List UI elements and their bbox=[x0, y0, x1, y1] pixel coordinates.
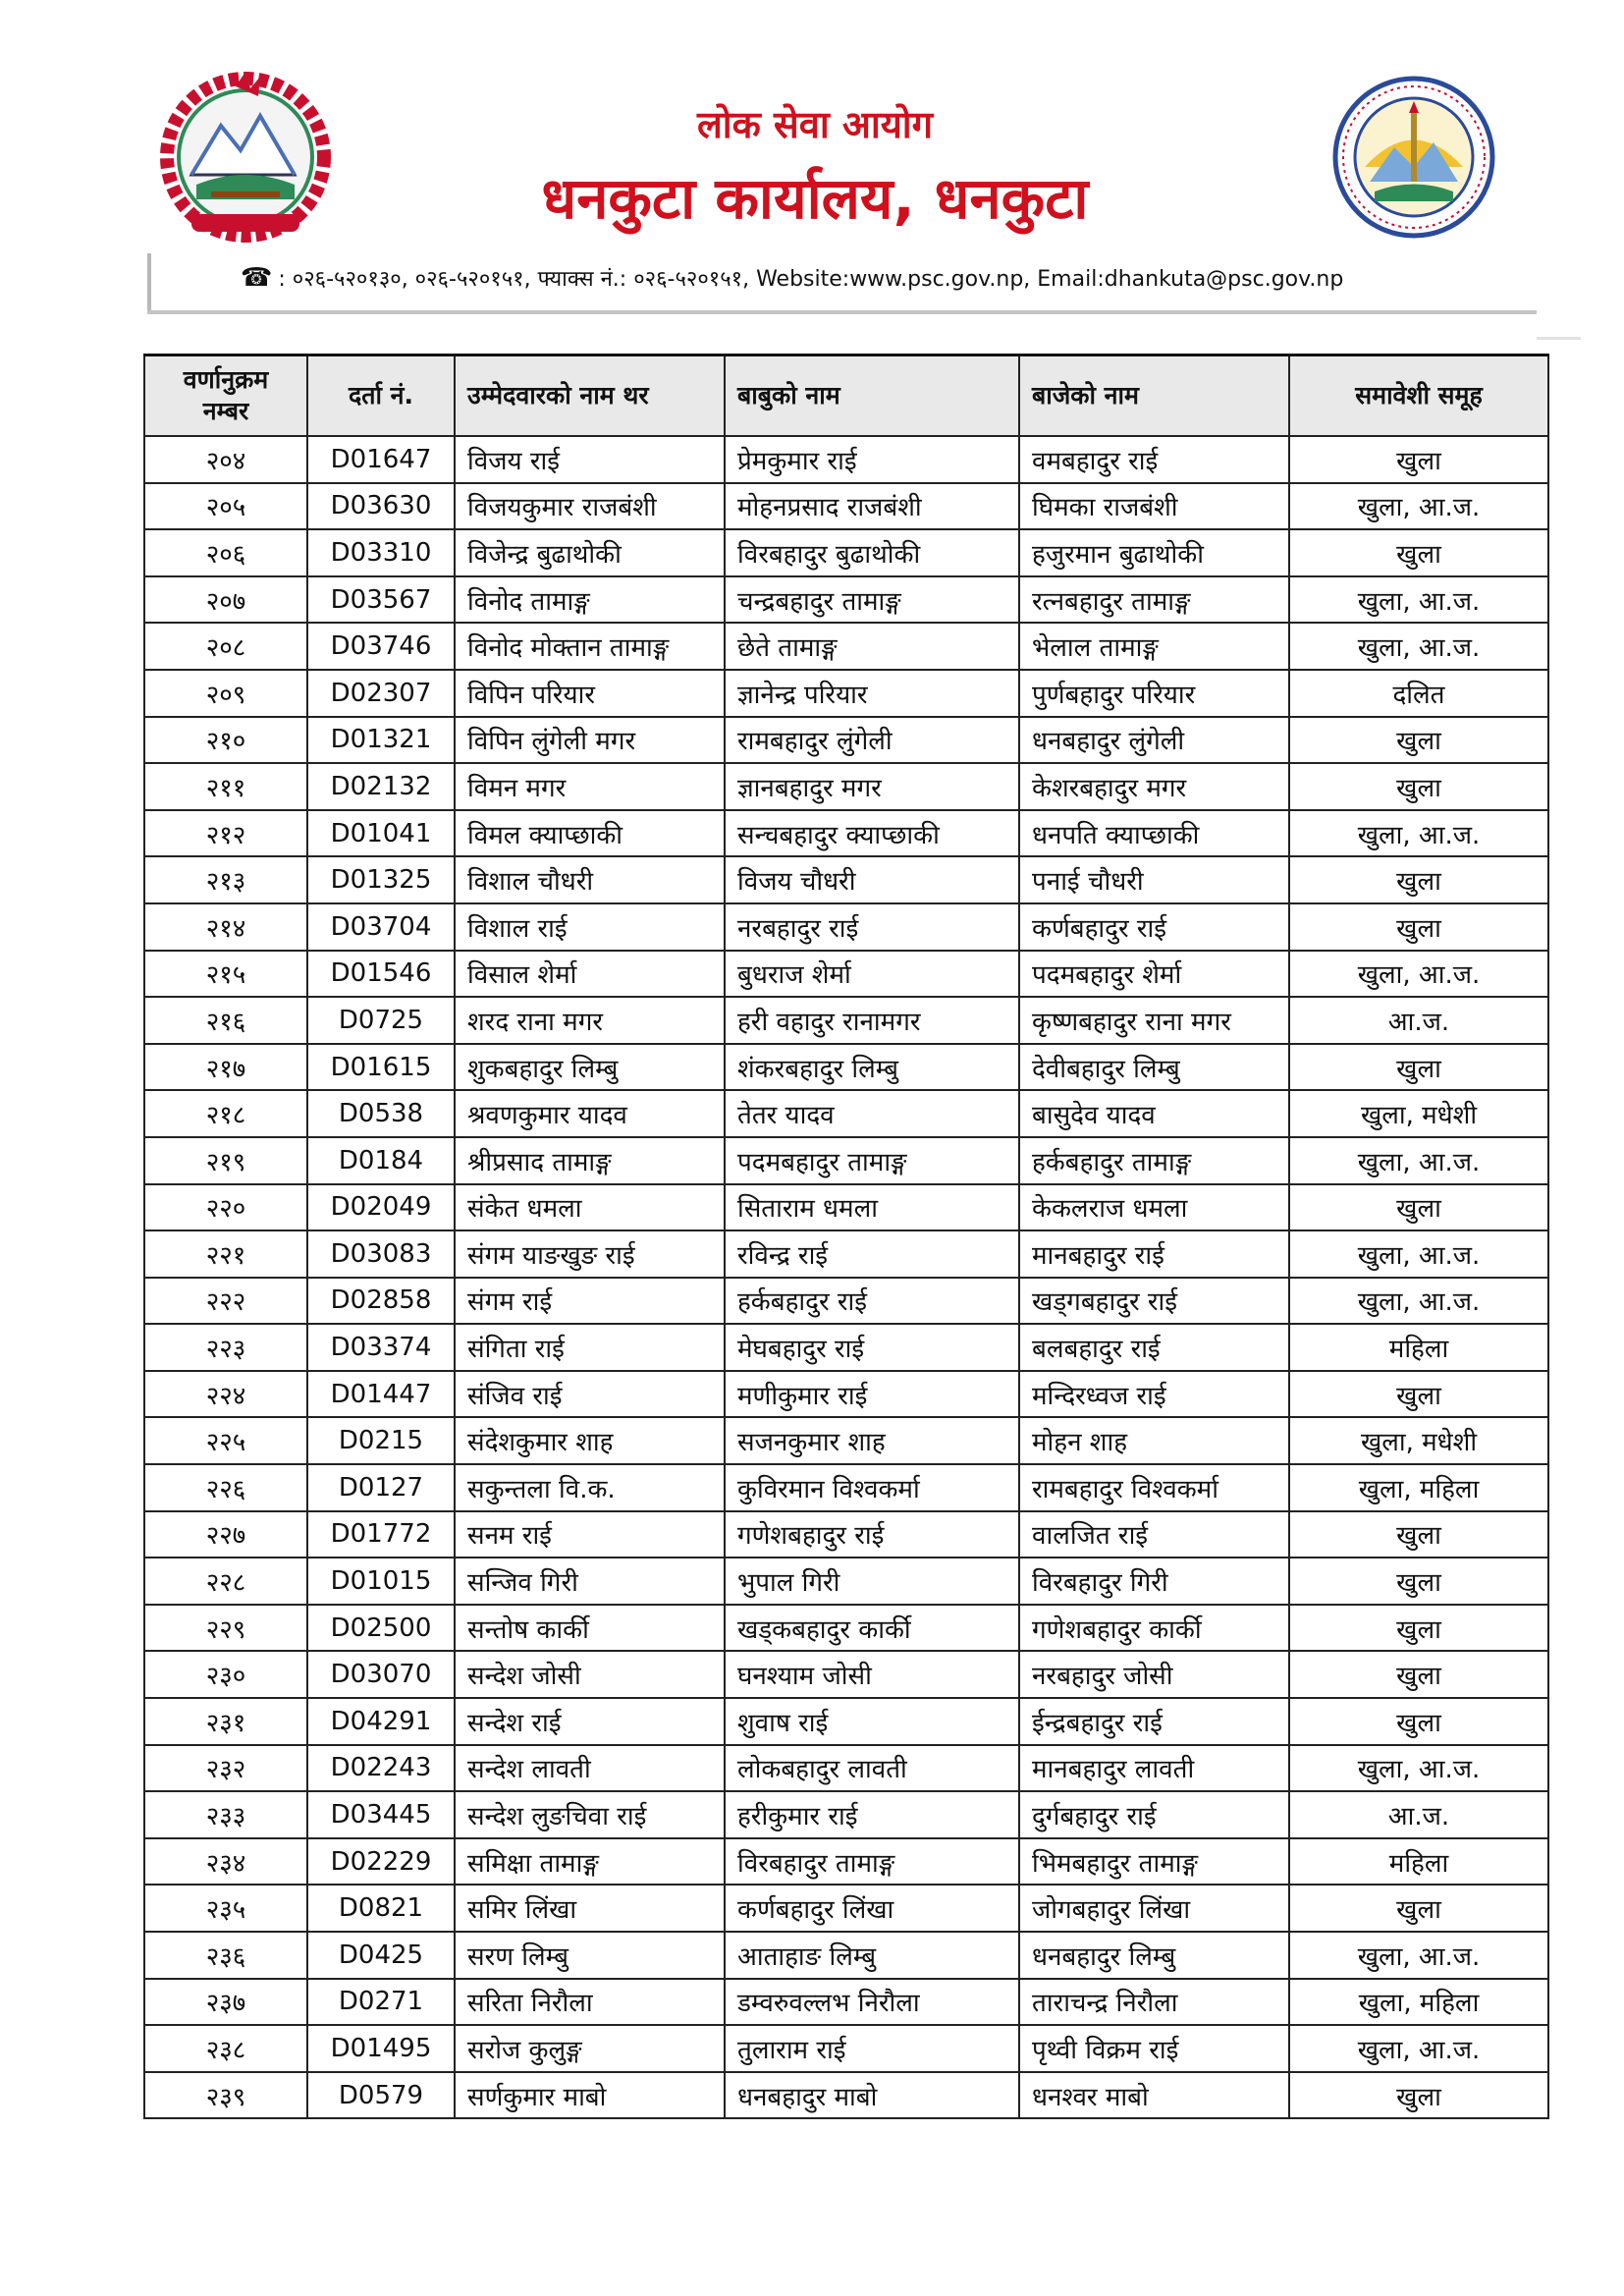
serial-number-cell: २०९ bbox=[144, 670, 307, 717]
registration-number-cell: D02500 bbox=[307, 1605, 455, 1652]
candidate-name-cell: सन्देश लावती bbox=[455, 1745, 725, 1792]
candidate-name-cell: सन्तोष कार्की bbox=[455, 1605, 725, 1652]
father-name-cell: विजय चौधरी bbox=[725, 856, 1019, 903]
grandfather-name-cell: केकलराज धमला bbox=[1019, 1184, 1289, 1231]
table-row bbox=[144, 717, 1548, 764]
candidate-name-cell: सन्देश लुङचिवा राई bbox=[455, 1791, 725, 1838]
father-name-cell: हरीकुमार राई bbox=[725, 1791, 1019, 1838]
serial-number-cell: २१६ bbox=[144, 997, 307, 1044]
serial-number-cell: २२६ bbox=[144, 1464, 307, 1511]
col-father-name: बाबुको नाम bbox=[725, 355, 1019, 437]
registration-number-cell: D01447 bbox=[307, 1371, 455, 1418]
grandfather-name-cell: भिमबहादुर तामाङ्ग bbox=[1019, 1838, 1289, 1886]
father-name-cell: शंकरबहादुर लिम्बु bbox=[725, 1044, 1019, 1091]
grandfather-name-cell: भेलाल तामाङ्ग bbox=[1019, 623, 1289, 670]
registration-number-cell: D03567 bbox=[307, 576, 455, 624]
father-name-cell: तुलाराम राई bbox=[725, 2025, 1019, 2072]
grandfather-name-cell: धनश्वर माबो bbox=[1019, 2072, 1289, 2119]
table-body bbox=[144, 436, 1548, 2118]
grandfather-name-cell: वालजित राई bbox=[1019, 1511, 1289, 1558]
grandfather-name-cell: कर्णबहादुर राई bbox=[1019, 903, 1289, 951]
col-candidate-name: उम्मेदवारको नाम थर bbox=[455, 355, 725, 437]
serial-number-cell: २२७ bbox=[144, 1511, 307, 1558]
table-row bbox=[144, 1090, 1548, 1137]
serial-number-cell: २१३ bbox=[144, 856, 307, 903]
serial-number-cell: २२८ bbox=[144, 1558, 307, 1605]
father-name-cell: गणेशबहादुर राई bbox=[725, 1511, 1019, 1558]
father-name-cell: धनबहादुर माबो bbox=[725, 2072, 1019, 2119]
header-divider-tail bbox=[1537, 337, 1581, 340]
father-name-cell: डम्वरुवल्लभ निरौला bbox=[725, 1979, 1019, 2026]
inclusion-group-cell: खुला bbox=[1289, 1885, 1548, 1932]
inclusion-group-cell: खुला, आ.ज. bbox=[1289, 1745, 1548, 1792]
grandfather-name-cell: मन्दिरध्वज राई bbox=[1019, 1371, 1289, 1418]
serial-number-cell: २१५ bbox=[144, 951, 307, 998]
registration-number-cell: D0821 bbox=[307, 1885, 455, 1932]
father-name-cell: लोकबहादुर लावती bbox=[725, 1745, 1019, 1792]
candidate-name-cell: विशाल राई bbox=[455, 903, 725, 951]
inclusion-group-cell: खुला, आ.ज. bbox=[1289, 1230, 1548, 1278]
father-name-cell: मणीकुमार राई bbox=[725, 1371, 1019, 1418]
candidate-name-cell: सकुन्तला वि.क. bbox=[455, 1464, 725, 1511]
inclusion-group-cell: खुला bbox=[1289, 1605, 1548, 1652]
inclusion-group-cell: खुला bbox=[1289, 1184, 1548, 1231]
candidate-name-cell: सन्देश राई bbox=[455, 1698, 725, 1745]
table-row bbox=[144, 951, 1548, 998]
registration-number-cell: D03746 bbox=[307, 623, 455, 670]
father-name-cell: विरबहादुर बुढाथोकी bbox=[725, 529, 1019, 576]
candidate-name-cell: शुकबहादुर लिम्बु bbox=[455, 1044, 725, 1091]
serial-number-cell: २०४ bbox=[144, 436, 307, 483]
candidate-name-cell: सरण लिम्बु bbox=[455, 1932, 725, 1979]
grandfather-name-cell: रामबहादुर विश्वकर्मा bbox=[1019, 1464, 1289, 1511]
registration-number-cell: D01015 bbox=[307, 1558, 455, 1605]
inclusion-group-cell: खुला, आ.ज. bbox=[1289, 1278, 1548, 1325]
serial-number-cell: २३२ bbox=[144, 1745, 307, 1792]
table-row bbox=[144, 1885, 1548, 1932]
father-name-cell: पदमबहादुर तामाङ्ग bbox=[725, 1137, 1019, 1184]
serial-number-cell: २२१ bbox=[144, 1230, 307, 1278]
inclusion-group-cell: आ.ज. bbox=[1289, 997, 1548, 1044]
telephone-icon: ☎ bbox=[241, 263, 273, 293]
serial-number-cell: २३९ bbox=[144, 2072, 307, 2119]
registration-number-cell: D04291 bbox=[307, 1698, 455, 1745]
registration-number-cell: D0215 bbox=[307, 1417, 455, 1464]
grandfather-name-cell: पनाई चौधरी bbox=[1019, 856, 1289, 903]
grandfather-name-cell: केशरबहादुर मगर bbox=[1019, 763, 1289, 810]
father-name-cell: विरबहादुर तामाङ्ग bbox=[725, 1838, 1019, 1886]
table-row bbox=[144, 1511, 1548, 1558]
serial-number-cell: २१४ bbox=[144, 903, 307, 951]
candidate-name-cell: शरद राना मगर bbox=[455, 997, 725, 1044]
grandfather-name-cell: पृथ्वी विक्रम राई bbox=[1019, 2025, 1289, 2072]
inclusion-group-cell: खुला bbox=[1289, 1044, 1548, 1091]
father-name-cell: हरी वहादुर रानामगर bbox=[725, 997, 1019, 1044]
serial-number-cell: २३८ bbox=[144, 2025, 307, 2072]
father-name-cell: नरबहादुर राई bbox=[725, 903, 1019, 951]
candidate-name-cell: संगम राई bbox=[455, 1278, 725, 1325]
table-row bbox=[144, 1137, 1548, 1184]
candidate-name-cell: संकेत धमला bbox=[455, 1184, 725, 1231]
serial-number-cell: २१७ bbox=[144, 1044, 307, 1091]
table-row bbox=[144, 529, 1548, 576]
serial-number-cell: २३६ bbox=[144, 1932, 307, 1979]
table-row bbox=[144, 1417, 1548, 1464]
serial-number-cell: २१० bbox=[144, 717, 307, 764]
inclusion-group-cell: खुला, आ.ज. bbox=[1289, 483, 1548, 530]
table-row bbox=[144, 1184, 1548, 1231]
serial-number-cell: २२४ bbox=[144, 1371, 307, 1418]
father-name-cell: ज्ञानबहादुर मगर bbox=[725, 763, 1019, 810]
registration-number-cell: D03310 bbox=[307, 529, 455, 576]
father-name-cell: सिताराम धमला bbox=[725, 1184, 1019, 1231]
candidate-name-cell: विपिन परियार bbox=[455, 670, 725, 717]
inclusion-group-cell: खुला bbox=[1289, 436, 1548, 483]
inclusion-group-cell: खुला, मधेशी bbox=[1289, 1417, 1548, 1464]
father-name-cell: बुधराज शेर्मा bbox=[725, 951, 1019, 998]
grandfather-name-cell: घिमका राजबंशी bbox=[1019, 483, 1289, 530]
father-name-cell: खड्कबहादुर कार्की bbox=[725, 1605, 1019, 1652]
serial-number-cell: २३५ bbox=[144, 1885, 307, 1932]
grandfather-name-cell: बलबहादुर राई bbox=[1019, 1324, 1289, 1371]
table-row bbox=[144, 1278, 1548, 1325]
candidate-name-cell: श्रवणकुमार यादव bbox=[455, 1090, 725, 1137]
serial-number-cell: २१२ bbox=[144, 810, 307, 857]
grandfather-name-cell: रत्नबहादुर तामाङ्ग bbox=[1019, 576, 1289, 624]
candidate-table bbox=[143, 354, 1549, 2119]
candidate-name-cell: विनोद मोक्तान तामाङ्ग bbox=[455, 623, 725, 670]
candidate-name-cell: संगिता राई bbox=[455, 1324, 725, 1371]
grandfather-name-cell: मानबहादुर लावती bbox=[1019, 1745, 1289, 1792]
serial-number-cell: २०५ bbox=[144, 483, 307, 530]
candidate-name-cell: संजिव राई bbox=[455, 1371, 725, 1418]
inclusion-group-cell: खुला bbox=[1289, 717, 1548, 764]
registration-number-cell: D03083 bbox=[307, 1230, 455, 1278]
serial-number-cell: २३० bbox=[144, 1651, 307, 1698]
father-name-cell: हर्कबहादुर राई bbox=[725, 1278, 1019, 1325]
candidate-name-cell: विशाल चौधरी bbox=[455, 856, 725, 903]
registration-number-cell: D02858 bbox=[307, 1278, 455, 1325]
candidate-name-cell: संगम याङखुङ राई bbox=[455, 1230, 725, 1278]
father-name-cell: रविन्द्र राई bbox=[725, 1230, 1019, 1278]
registration-number-cell: D0538 bbox=[307, 1090, 455, 1137]
candidate-name-cell: विपिन लुंगेली मगर bbox=[455, 717, 725, 764]
registration-number-cell: D03704 bbox=[307, 903, 455, 951]
grandfather-name-cell: वमबहादुर राई bbox=[1019, 436, 1289, 483]
registration-number-cell: D02243 bbox=[307, 1745, 455, 1792]
inclusion-group-cell: खुला, आ.ज. bbox=[1289, 951, 1548, 998]
grandfather-name-cell: जोगबहादुर लिंखा bbox=[1019, 1885, 1289, 1932]
nepal-emblem-icon bbox=[152, 67, 339, 244]
table-row bbox=[144, 1044, 1548, 1091]
father-name-cell: कर्णबहादुर लिंखा bbox=[725, 1885, 1019, 1932]
candidate-name-cell: सन्जिव गिरी bbox=[455, 1558, 725, 1605]
grandfather-name-cell: मानबहादुर राई bbox=[1019, 1230, 1289, 1278]
grandfather-name-cell: पदमबहादुर शेर्मा bbox=[1019, 951, 1289, 998]
table-row bbox=[144, 856, 1548, 903]
inclusion-group-cell: खुला, महिला bbox=[1289, 1464, 1548, 1511]
contact-line bbox=[241, 263, 1517, 293]
candidate-name-cell: विजय राई bbox=[455, 436, 725, 483]
table-header bbox=[144, 355, 1548, 437]
grandfather-name-cell: मोहन शाह bbox=[1019, 1417, 1289, 1464]
candidate-name-cell: सरिता निरौला bbox=[455, 1979, 725, 2026]
table-row bbox=[144, 1791, 1548, 1838]
serial-number-cell: २११ bbox=[144, 763, 307, 810]
inclusion-group-cell: महिला bbox=[1289, 1838, 1548, 1886]
contact-text: : ०२६-५२०१३०, ०२६-५२०१५१, फ्याक्स नं.: ०२६-५२०१५१, Website:www.psc.gov.np, Email:dhankuta@psc.gov.np bbox=[278, 267, 1344, 292]
registration-number-cell: D01546 bbox=[307, 951, 455, 998]
serial-number-cell: २३३ bbox=[144, 1791, 307, 1838]
grandfather-name-cell: देवीबहादुर लिम्बु bbox=[1019, 1044, 1289, 1091]
inclusion-group-cell: खुला bbox=[1289, 1651, 1548, 1698]
serial-number-cell: २२० bbox=[144, 1184, 307, 1231]
grandfather-name-cell: धनबहादुर लिम्बु bbox=[1019, 1932, 1289, 1979]
registration-number-cell: D03070 bbox=[307, 1651, 455, 1698]
grandfather-name-cell: पुर्णबहादुर परियार bbox=[1019, 670, 1289, 717]
col-registration-number: दर्ता नं. bbox=[307, 355, 455, 437]
psc-seal-icon bbox=[1330, 74, 1497, 241]
col-inclusion-group: समावेशी समूह bbox=[1289, 355, 1548, 437]
inclusion-group-cell: खुला bbox=[1289, 763, 1548, 810]
registration-number-cell: D01321 bbox=[307, 717, 455, 764]
father-name-cell: भुपाल गिरी bbox=[725, 1558, 1019, 1605]
candidate-name-cell: सनम राई bbox=[455, 1511, 725, 1558]
table-row bbox=[144, 576, 1548, 624]
father-name-cell: सन्चबहादुर क्याप्छाकी bbox=[725, 810, 1019, 857]
table-row bbox=[144, 1605, 1548, 1652]
header-divider-vertical bbox=[147, 253, 151, 314]
grandfather-name-cell: हर्कबहादुर तामाङ्ग bbox=[1019, 1137, 1289, 1184]
table-row bbox=[144, 1371, 1548, 1418]
candidate-name-cell: विनोद तामाङ्ग bbox=[455, 576, 725, 624]
candidate-name-cell: समिर लिंखा bbox=[455, 1885, 725, 1932]
father-name-cell: आताहाङ लिम्बु bbox=[725, 1932, 1019, 1979]
registration-number-cell: D02049 bbox=[307, 1184, 455, 1231]
table-row bbox=[144, 436, 1548, 483]
grandfather-name-cell: कृष्णबहादुर राना मगर bbox=[1019, 997, 1289, 1044]
grandfather-name-cell: गणेशबहादुर कार्की bbox=[1019, 1605, 1289, 1652]
serial-number-cell: २२२ bbox=[144, 1278, 307, 1325]
candidate-name-cell: समिक्षा तामाङ्ग bbox=[455, 1838, 725, 1886]
father-name-cell: कुविरमान विश्वकर्मा bbox=[725, 1464, 1019, 1511]
inclusion-group-cell: खुला, आ.ज. bbox=[1289, 2025, 1548, 2072]
inclusion-group-cell: खुला bbox=[1289, 903, 1548, 951]
serial-number-cell: २०७ bbox=[144, 576, 307, 624]
father-name-cell: चन्द्रबहादुर तामाङ्ग bbox=[725, 576, 1019, 624]
table-row bbox=[144, 1230, 1548, 1278]
inclusion-group-cell: खुला bbox=[1289, 1558, 1548, 1605]
candidate-name-cell: विमन मगर bbox=[455, 763, 725, 810]
table-row bbox=[144, 810, 1548, 857]
inclusion-group-cell: खुला bbox=[1289, 1371, 1548, 1418]
org-name-line1: लोक सेवा आयोग bbox=[696, 103, 934, 146]
grandfather-name-cell: नरबहादुर जोसी bbox=[1019, 1651, 1289, 1698]
table-row bbox=[144, 1979, 1548, 2026]
father-name-cell: ज्ञानेन्द्र परियार bbox=[725, 670, 1019, 717]
father-name-cell: शुवाष राई bbox=[725, 1698, 1019, 1745]
serial-number-cell: २१९ bbox=[144, 1137, 307, 1184]
registration-number-cell: D02132 bbox=[307, 763, 455, 810]
registration-number-cell: D0184 bbox=[307, 1137, 455, 1184]
registration-number-cell: D0725 bbox=[307, 997, 455, 1044]
header-divider bbox=[147, 310, 1537, 314]
inclusion-group-cell: खुला, महिला bbox=[1289, 1979, 1548, 2026]
father-name-cell: सजनकुमार शाह bbox=[725, 1417, 1019, 1464]
registration-number-cell: D01647 bbox=[307, 436, 455, 483]
table-row bbox=[144, 1745, 1548, 1792]
inclusion-group-cell: खुला, आ.ज. bbox=[1289, 1932, 1548, 1979]
registration-number-cell: D02307 bbox=[307, 670, 455, 717]
serial-number-cell: २३१ bbox=[144, 1698, 307, 1745]
registration-number-cell: D02229 bbox=[307, 1838, 455, 1886]
candidate-name-cell: संदेशकुमार शाह bbox=[455, 1417, 725, 1464]
father-name-cell: प्रेमकुमार राई bbox=[725, 436, 1019, 483]
inclusion-group-cell: खुला bbox=[1289, 2072, 1548, 2119]
inclusion-group-cell: आ.ज. bbox=[1289, 1791, 1548, 1838]
candidate-name-cell: विमल क्याप्छाकी bbox=[455, 810, 725, 857]
father-name-cell: छेते तामाङ्ग bbox=[725, 623, 1019, 670]
serial-number-cell: २२९ bbox=[144, 1605, 307, 1652]
registration-number-cell: D01772 bbox=[307, 1511, 455, 1558]
father-name-cell: घनश्याम जोसी bbox=[725, 1651, 1019, 1698]
table-row bbox=[144, 1558, 1548, 1605]
letterhead bbox=[0, 0, 1624, 324]
registration-number-cell: D0579 bbox=[307, 2072, 455, 2119]
grandfather-name-cell: बासुदेव यादव bbox=[1019, 1090, 1289, 1137]
table-row bbox=[144, 1651, 1548, 1698]
inclusion-group-cell: महिला bbox=[1289, 1324, 1548, 1371]
registration-number-cell: D01041 bbox=[307, 810, 455, 857]
registration-number-cell: D03445 bbox=[307, 1791, 455, 1838]
registration-number-cell: D0425 bbox=[307, 1932, 455, 1979]
table-row bbox=[144, 2072, 1548, 2119]
grandfather-name-cell: ईन्द्रबहादुर राई bbox=[1019, 1698, 1289, 1745]
serial-number-cell: २२३ bbox=[144, 1324, 307, 1371]
col-serial-number: वर्णानुक्रम नम्बर bbox=[144, 355, 307, 437]
org-name-line2: धनकुटा कार्यालय, धनकुटा bbox=[541, 165, 1089, 232]
registration-number-cell: D0127 bbox=[307, 1464, 455, 1511]
father-name-cell: मेघबहादुर राई bbox=[725, 1324, 1019, 1371]
inclusion-group-cell: दलित bbox=[1289, 670, 1548, 717]
registration-number-cell: D0271 bbox=[307, 1979, 455, 2026]
candidate-name-cell: विसाल शेर्मा bbox=[455, 951, 725, 998]
grandfather-name-cell: दुर्गबहादुर राई bbox=[1019, 1791, 1289, 1838]
table-row bbox=[144, 763, 1548, 810]
table-row bbox=[144, 1932, 1548, 1979]
table-row bbox=[144, 1698, 1548, 1745]
serial-number-cell: २०६ bbox=[144, 529, 307, 576]
inclusion-group-cell: खुला, आ.ज. bbox=[1289, 576, 1548, 624]
father-name-cell: तेतर यादव bbox=[725, 1090, 1019, 1137]
registration-number-cell: D03630 bbox=[307, 483, 455, 530]
grandfather-name-cell: धनबहादुर लुंगेली bbox=[1019, 717, 1289, 764]
father-name-cell: मोहनप्रसाद राजबंशी bbox=[725, 483, 1019, 530]
col-grandfather-name: बाजेको नाम bbox=[1019, 355, 1289, 437]
grandfather-name-cell: ताराचन्द्र निरौला bbox=[1019, 1979, 1289, 2026]
table-row bbox=[144, 670, 1548, 717]
serial-number-cell: २२५ bbox=[144, 1417, 307, 1464]
candidate-name-cell: सरोज कुलुङ्ग bbox=[455, 2025, 725, 2072]
table-row bbox=[144, 1838, 1548, 1886]
table-row bbox=[144, 997, 1548, 1044]
table-row bbox=[144, 2025, 1548, 2072]
table-row bbox=[144, 903, 1548, 951]
inclusion-group-cell: खुला bbox=[1289, 856, 1548, 903]
grandfather-name-cell: विरबहादुर गिरी bbox=[1019, 1558, 1289, 1605]
inclusion-group-cell: खुला, मधेशी bbox=[1289, 1090, 1548, 1137]
inclusion-group-cell: खुला, आ.ज. bbox=[1289, 1137, 1548, 1184]
registration-number-cell: D01325 bbox=[307, 856, 455, 903]
grandfather-name-cell: हजुरमान बुढाथोकी bbox=[1019, 529, 1289, 576]
table-row bbox=[144, 1324, 1548, 1371]
candidate-name-cell: विजेन्द्र बुढाथोकी bbox=[455, 529, 725, 576]
inclusion-group-cell: खुला bbox=[1289, 1511, 1548, 1558]
serial-number-cell: २३७ bbox=[144, 1979, 307, 2026]
inclusion-group-cell: खुला bbox=[1289, 529, 1548, 576]
inclusion-group-cell: खुला bbox=[1289, 1698, 1548, 1745]
serial-number-cell: २०८ bbox=[144, 623, 307, 670]
father-name-cell: रामबहादुर लुंगेली bbox=[725, 717, 1019, 764]
registration-number-cell: D01495 bbox=[307, 2025, 455, 2072]
candidate-name-cell: श्रीप्रसाद तामाङ्ग bbox=[455, 1137, 725, 1184]
table-row bbox=[144, 483, 1548, 530]
serial-number-cell: २३४ bbox=[144, 1838, 307, 1886]
candidate-name-cell: विजयकुमार राजबंशी bbox=[455, 483, 725, 530]
table-row bbox=[144, 623, 1548, 670]
candidate-name-cell: सन्देश जोसी bbox=[455, 1651, 725, 1698]
table-row bbox=[144, 1464, 1548, 1511]
registration-number-cell: D01615 bbox=[307, 1044, 455, 1091]
serial-number-cell: २१८ bbox=[144, 1090, 307, 1137]
registration-number-cell: D03374 bbox=[307, 1324, 455, 1371]
inclusion-group-cell: खुला, आ.ज. bbox=[1289, 810, 1548, 857]
grandfather-name-cell: खड्गबहादुर राई bbox=[1019, 1278, 1289, 1325]
inclusion-group-cell: खुला, आ.ज. bbox=[1289, 623, 1548, 670]
grandfather-name-cell: धनपति क्याप्छाकी bbox=[1019, 810, 1289, 857]
candidate-name-cell: सर्णकुमार माबो bbox=[455, 2072, 725, 2119]
